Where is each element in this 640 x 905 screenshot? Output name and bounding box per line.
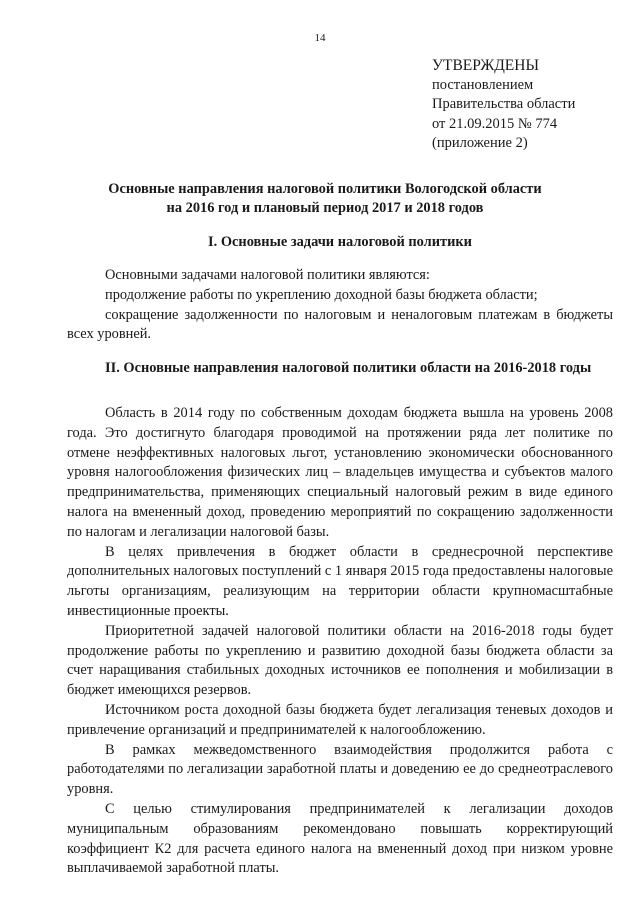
section-2-heading: II. Основные направления налоговой политики области на 2016-2018 годы <box>105 360 592 376</box>
approval-date-number: от 21.09.2015 № 774 <box>432 115 558 132</box>
paragraph: сокращение задолженности по налоговым и неналоговым платежам в бюджеты всех уровней. <box>67 306 613 343</box>
section-2-body <box>67 404 613 879</box>
approval-line: Правительства области <box>432 96 576 112</box>
page-number: 14 <box>314 32 326 44</box>
approval-block <box>432 56 622 154</box>
section-1-body <box>67 266 613 345</box>
paragraph: Основными задачами налоговой политики являются: <box>105 267 430 283</box>
document-title <box>0 180 640 218</box>
section-1-heading: I. Основные задачи налоговой политики <box>208 234 472 250</box>
paragraph: С целью стимулирования предпринимателей к легализации доходов муниципальным образованиям рекомендовано повышать корректирующий коэффициент К2 для расчета единого налога на вмененный доход при низком уровне выплачиваемой заработной платы. <box>67 800 613 877</box>
paragraph: Источником роста доходной базы бюджета будет легализация теневых доходов и привлечение организаций и предпринимателей к налогообложению. <box>67 701 613 738</box>
paragraph: Приоритетной задачей налоговой политики области на 2016-2018 годы будет продолжение работы по укреплению и развитию доходной базы бюджета области за счет наращивания стабильных доходных источников ее пополнения и мобилизации в бюджет имеющихся резервов. <box>67 622 613 699</box>
approval-line: постановлением <box>432 76 534 93</box>
title-line: на 2016 год и плановый период 2017 и 2018 годов <box>166 200 484 216</box>
approval-heading: УТВЕРЖДЕНЫ <box>432 57 539 74</box>
paragraph: В рамках межведомственного взаимодействия продолжится работа с работодателями по легализации заработной платы и доведению ее до среднеотраслевого уровня. <box>67 741 613 798</box>
title-line: Основные направления налоговой политики Вологодской области <box>108 181 542 197</box>
paragraph: В целях привлечения в бюджет области в среднесрочной перспективе дополнительных налоговых поступлений с 1 января 2015 года предоставлены налоговые льготы организациям, реализующим на территории области крупномасштабные инвестиционные проекты. <box>67 543 613 619</box>
paragraph: Область в 2014 году по собственным доходам бюджета вышла на уровень 2008 года. Это достигнуто благодаря проводимой на протяжении ряда лет политике по отмене неэффективных налоговых льгот, установлению экономически обоснованного уровня налогообложения физических лиц – владельцев имущества и субъектов малого предпринимательства, применяющих специальный налоговый режим в виде единого налога на вмененный доход, проведению мероприятий по сокращению задолженности по налогам и легализации налоговой базы. <box>67 405 613 540</box>
paragraph: продолжение работы по укреплению доходной базы бюджета области; <box>105 286 538 303</box>
approval-appendix: (приложение 2) <box>432 135 528 151</box>
